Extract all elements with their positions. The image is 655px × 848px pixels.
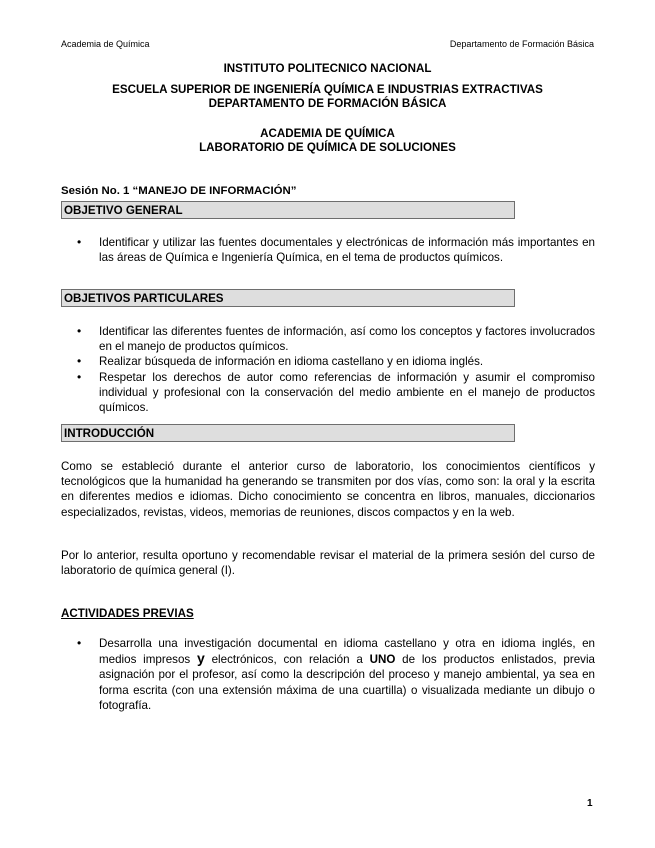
list-item-text: Identificar las diferentes fuentes de información, así como los conceptos y factores involucrados en el manejo de productos químicos. (99, 325, 595, 354)
title-laboratory: LABORATORIO DE QUÍMICA DE SOLUCIONES (199, 141, 456, 154)
list-item-text-part2: electrónicos, con relación a (204, 653, 370, 667)
bullet-icon: • (77, 324, 82, 338)
list-item-text: Identificar y utilizar las fuentes documentales y electrónicas de información más importantes en las áreas de Química e Ingeniería Química, en el tema de productos químicos. (99, 236, 595, 265)
actividades-list (61, 636, 595, 713)
emphasis-y: y (197, 650, 205, 667)
objetivo-general-list (61, 235, 595, 265)
session-label: Sesión No. 1 “MANEJO DE INFORMACIÓN” (61, 185, 297, 197)
title-institute: INSTITUTO POLITECNICO NACIONAL (223, 62, 432, 75)
objetivos-particulares-list (61, 324, 595, 415)
header-right: Departamento de Formación Básica (449, 39, 594, 49)
actividades-heading: ACTIVIDADES PREVIAS (61, 607, 194, 620)
list-item-text: Respetar los derechos de autor como referencias de información y asumir el compromiso individual y profesional con la conservación del medio ambiente en el manejo de productos químicos. (99, 370, 595, 415)
objetivos-particulares-heading: OBJETIVOS PARTICULARES (61, 289, 515, 307)
bullet-icon: • (77, 369, 82, 384)
list-item-text-part1: Desarrolla una investigación documental en idioma castellano y otra en idioma inglés, en medios impresos (99, 637, 595, 667)
list-item (61, 370, 595, 416)
list-item (61, 354, 595, 369)
list-item (61, 324, 595, 354)
emphasis-uno: UNO (369, 653, 396, 667)
bullet-icon: • (77, 235, 82, 249)
list-item-text: Realizar búsqueda de información en idioma castellano y en idioma inglés. (99, 355, 484, 369)
page-number: 1 (587, 798, 593, 809)
introduccion-paragraph-2: Por lo anterior, resulta oportuno y recomendable revisar el material de la primera sesión del curso de laboratorio de química general (I). (61, 549, 595, 578)
objetivo-general-heading: OBJETIVO GENERAL (61, 201, 515, 219)
bullet-icon: • (77, 354, 82, 369)
introduccion-heading: INTRODUCCIÓN (61, 424, 515, 442)
list-item (61, 235, 595, 265)
header-left: Academia de Química (61, 39, 150, 49)
bullet-icon: • (77, 636, 82, 650)
title-school: ESCUELA SUPERIOR DE INGENIERÍA QUÍMICA E INDUSTRIAS EXTRACTIVAS (112, 83, 543, 96)
list-item (61, 636, 595, 713)
title-department: DEPARTAMENTO DE FORMACIÓN BÁSICA (208, 97, 447, 110)
title-academy: ACADEMIA DE QUÍMICA (260, 127, 395, 140)
list-item-text-part3: de los productos enlistados, previa asignación por el profesor, así como la descripción del proceso y manejo ambiental, ya sea en forma escrita (con una extensión máxima de una cuartilla) o visualizada mediante un dibujo o fotografía. (99, 653, 595, 712)
introduccion-paragraph-1: Como se estableció durante el anterior curso de laboratorio, los conocimientos científicos y tecnológicos que la humanidad ha generando se transmiten por dos vías, como son: la oral y la escrita en diferentes medios e idiomas. Dicho conocimiento se concentra en libros, manuales, diccionarios especializados, revistas, videos, memorias de reuniones, discos compactos y en la web. (61, 460, 595, 519)
